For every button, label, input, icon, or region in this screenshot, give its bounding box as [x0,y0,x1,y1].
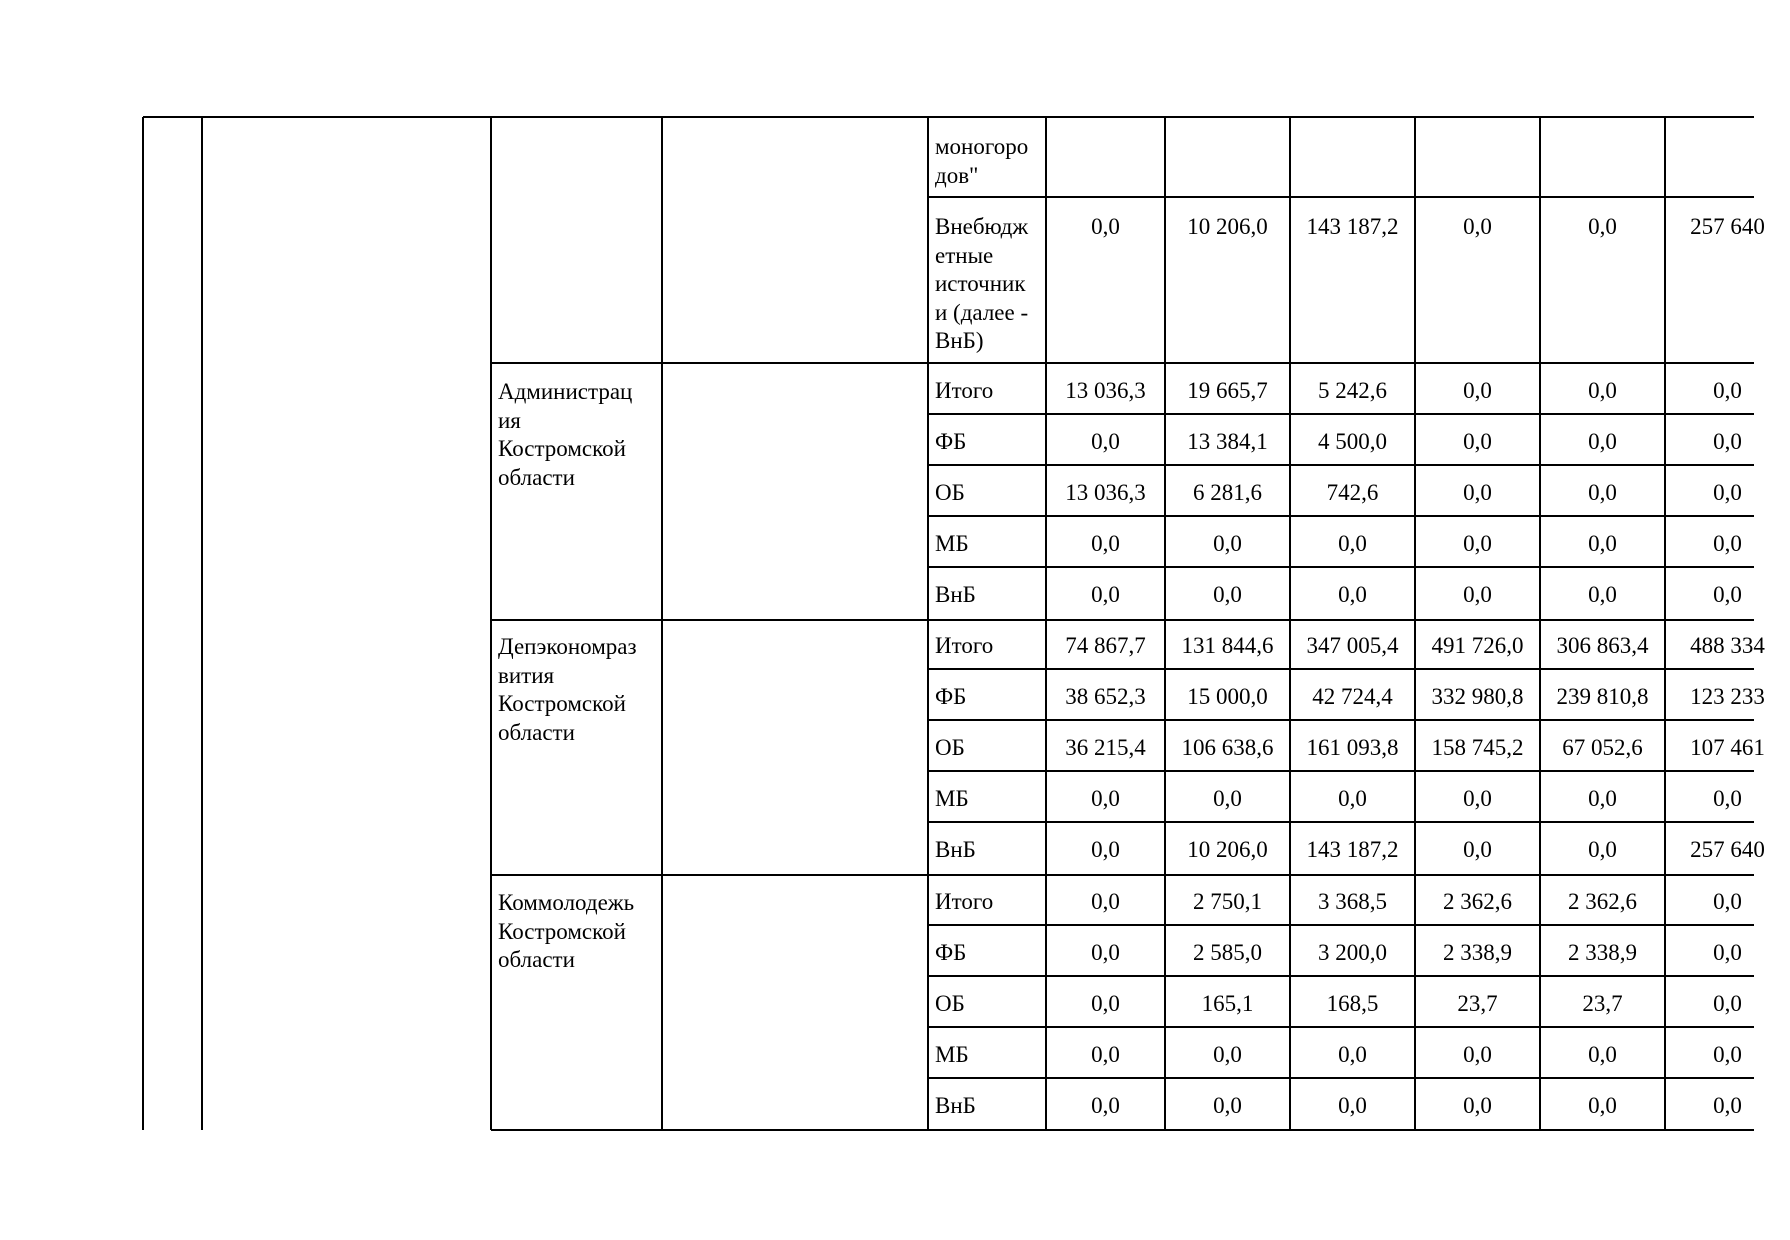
funding-source-label: Итого [935,889,994,914]
amount-cell: 257 640 [1690,214,1765,239]
funding-source-label: ВнБ) [935,328,984,353]
amount-cell: 143 187,2 [1306,214,1399,239]
amount-cell: 0,0 [1713,582,1742,607]
funding-source-label: источник [935,271,1026,296]
amount-cell: 0,0 [1713,786,1742,811]
table-bottom-border [491,1129,1754,1131]
table-column-border [927,117,929,1130]
executor-name: Костромской [498,918,626,944]
amount-cell: 0,0 [1713,940,1742,965]
table-row-border [928,413,1754,415]
table-row-border [928,719,1754,721]
amount-cell: 0,0 [1338,786,1367,811]
executor-name: вития [498,662,555,688]
amount-cell: 131 844,6 [1181,633,1274,658]
amount-cell: 347 005,4 [1306,633,1399,658]
amount-cell: 3 200,0 [1318,940,1387,965]
amount-cell: 0,0 [1463,1093,1492,1118]
amount-cell: 239 810,8 [1556,684,1649,709]
amount-cell: 0,0 [1463,429,1492,454]
executor-name: Администрац [498,379,633,404]
funding-source-label: ФБ [935,429,967,454]
amount-cell: 0,0 [1713,378,1742,403]
funding-source-label: ВнБ [935,1093,976,1118]
amount-cell: 0,0 [1463,786,1492,811]
amount-cell: 143 187,2 [1306,837,1399,862]
amount-cell: 165,1 [1201,991,1254,1016]
table-row-border [928,821,1754,823]
amount-cell: 0,0 [1213,531,1242,556]
table-row-border [928,924,1754,926]
amount-cell: 10 206,0 [1187,837,1268,862]
table-row-border [928,1026,1754,1028]
amount-cell: 306 863,4 [1556,633,1649,658]
amount-cell: 15 000,0 [1187,684,1268,709]
table-column-border [1539,117,1541,1130]
table-left-border [142,117,144,1130]
amount-cell: 0,0 [1588,429,1617,454]
amount-cell: 0,0 [1713,531,1742,556]
amount-cell: 0,0 [1588,786,1617,811]
funding-source-label: Итого [935,378,994,403]
amount-cell: 42 724,4 [1312,684,1393,709]
amount-cell: 0,0 [1463,1042,1492,1067]
executor-name: области [498,464,575,490]
amount-cell: 0,0 [1091,1093,1120,1118]
amount-cell: 0,0 [1338,531,1367,556]
amount-cell: 488 334 [1690,633,1765,658]
amount-cell: 0,0 [1091,889,1120,914]
amount-cell: 0,0 [1713,480,1742,505]
amount-cell: 0,0 [1713,889,1742,914]
amount-cell: 0,0 [1091,531,1120,556]
executor-name: ия [498,407,521,433]
amount-cell: 0,0 [1713,1042,1742,1067]
amount-cell: 0,0 [1588,214,1617,239]
amount-cell: 0,0 [1588,531,1617,556]
funding-source-label: ФБ [935,684,967,709]
amount-cell: 0,0 [1588,378,1617,403]
amount-cell: 742,6 [1326,480,1379,505]
table-row-border [491,362,1754,364]
amount-cell: 0,0 [1588,1042,1617,1067]
amount-cell: 0,0 [1463,837,1492,862]
table-column-border [1289,117,1291,1130]
amount-cell: 4 500,0 [1318,429,1387,454]
table-row-border [928,1077,1754,1079]
amount-cell: 0,0 [1588,837,1617,862]
amount-cell: 23,7 [1457,991,1498,1016]
amount-cell: 0,0 [1338,582,1367,607]
amount-cell: 0,0 [1091,991,1120,1016]
funding-source-label: и (далее - [935,299,1029,325]
table-row-border [491,619,1754,621]
amount-cell: 0,0 [1463,582,1492,607]
table-row-border [928,196,1754,198]
funding-source-label: етные [935,242,994,268]
executor-name: Коммолодежь [498,890,635,915]
amount-cell: 106 638,6 [1181,735,1274,760]
amount-cell: 257 640 [1690,837,1765,862]
amount-cell: 0,0 [1091,1042,1120,1067]
funding-source-label: Внебюдж [935,214,1029,239]
amount-cell: 332 980,8 [1431,684,1524,709]
amount-cell: 23,7 [1582,991,1623,1016]
table-row-border [928,464,1754,466]
table-row-border [928,566,1754,568]
amount-cell: 0,0 [1588,582,1617,607]
amount-cell: 168,5 [1326,991,1379,1016]
amount-cell: 0,0 [1463,531,1492,556]
amount-cell: 0,0 [1588,1093,1617,1118]
amount-cell: 0,0 [1091,786,1120,811]
amount-cell: 3 368,5 [1318,889,1387,914]
executor-name: Депэкономраз [498,634,637,659]
amount-cell: 0,0 [1213,786,1242,811]
table-column-border [201,117,203,1130]
amount-cell: 0,0 [1091,429,1120,454]
table-top-border [143,116,1754,118]
funding-source-label: Итого [935,633,994,658]
amount-cell: 13 036,3 [1065,378,1146,403]
amount-cell: 0,0 [1091,582,1120,607]
amount-cell: 2 750,1 [1193,889,1262,914]
amount-cell: 0,0 [1588,480,1617,505]
amount-cell: 19 665,7 [1187,378,1268,403]
amount-cell: 0,0 [1463,214,1492,239]
executor-name: Костромской [498,691,626,716]
amount-cell: 2 362,6 [1568,889,1637,914]
amount-cell: 36 215,4 [1065,735,1146,760]
table-row-border [928,668,1754,670]
funding-source-label: ФБ [935,940,967,965]
table-column-border [490,117,492,1130]
amount-cell: 38 652,3 [1065,684,1146,709]
amount-cell: 2 585,0 [1193,940,1262,965]
executor-name: Костромской [498,436,626,461]
amount-cell: 0,0 [1091,837,1120,862]
amount-cell: 0,0 [1091,940,1120,965]
amount-cell: 0,0 [1463,480,1492,505]
funding-source-label: ВнБ [935,582,976,607]
funding-source-label: ВнБ [935,837,976,862]
table-row-border [928,515,1754,517]
amount-cell: 2 338,9 [1568,940,1637,965]
amount-cell: 2 362,6 [1443,889,1512,914]
amount-cell: 6 281,6 [1193,480,1262,505]
amount-cell: 161 093,8 [1306,735,1399,760]
amount-cell: 2 338,9 [1443,940,1512,965]
funding-source-label: ОБ [935,991,965,1016]
table-column-border [1045,117,1047,1130]
amount-cell: 74 867,7 [1065,633,1146,658]
amount-cell: 0,0 [1338,1093,1367,1118]
amount-cell: 0,0 [1213,582,1242,607]
funding-source-label: МБ [935,1042,969,1067]
amount-cell: 0,0 [1213,1093,1242,1118]
amount-cell: 491 726,0 [1431,633,1524,658]
funding-source-label: моногоро [935,134,1029,159]
table-column-border [1664,117,1666,1130]
amount-cell: 10 206,0 [1187,214,1268,239]
table-column-border [661,117,663,1130]
amount-cell: 13 384,1 [1187,429,1268,454]
amount-cell: 0,0 [1713,429,1742,454]
table-row-border [928,770,1754,772]
executor-name: области [498,719,575,745]
amount-cell: 0,0 [1713,991,1742,1016]
funding-source-label: дов" [935,162,979,188]
amount-cell: 0,0 [1091,214,1120,239]
executor-name: области [498,947,575,972]
funding-source-label: ОБ [935,480,965,505]
table-row-border [491,874,1754,876]
amount-cell: 0,0 [1463,378,1492,403]
amount-cell: 158 745,2 [1431,735,1524,760]
amount-cell: 67 052,6 [1562,735,1643,760]
amount-cell: 107 461 [1690,735,1765,760]
amount-cell: 5 242,6 [1318,378,1387,403]
table-row-border [928,975,1754,977]
amount-cell: 123 233 [1690,684,1765,709]
amount-cell: 0,0 [1713,1093,1742,1118]
funding-source-label: ОБ [935,735,965,760]
amount-cell: 0,0 [1338,1042,1367,1067]
table-column-border [1164,117,1166,1130]
table-column-border [1414,117,1416,1130]
amount-cell: 0,0 [1213,1042,1242,1067]
funding-source-label: МБ [935,786,969,811]
amount-cell: 13 036,3 [1065,480,1146,505]
funding-source-label: МБ [935,531,969,556]
